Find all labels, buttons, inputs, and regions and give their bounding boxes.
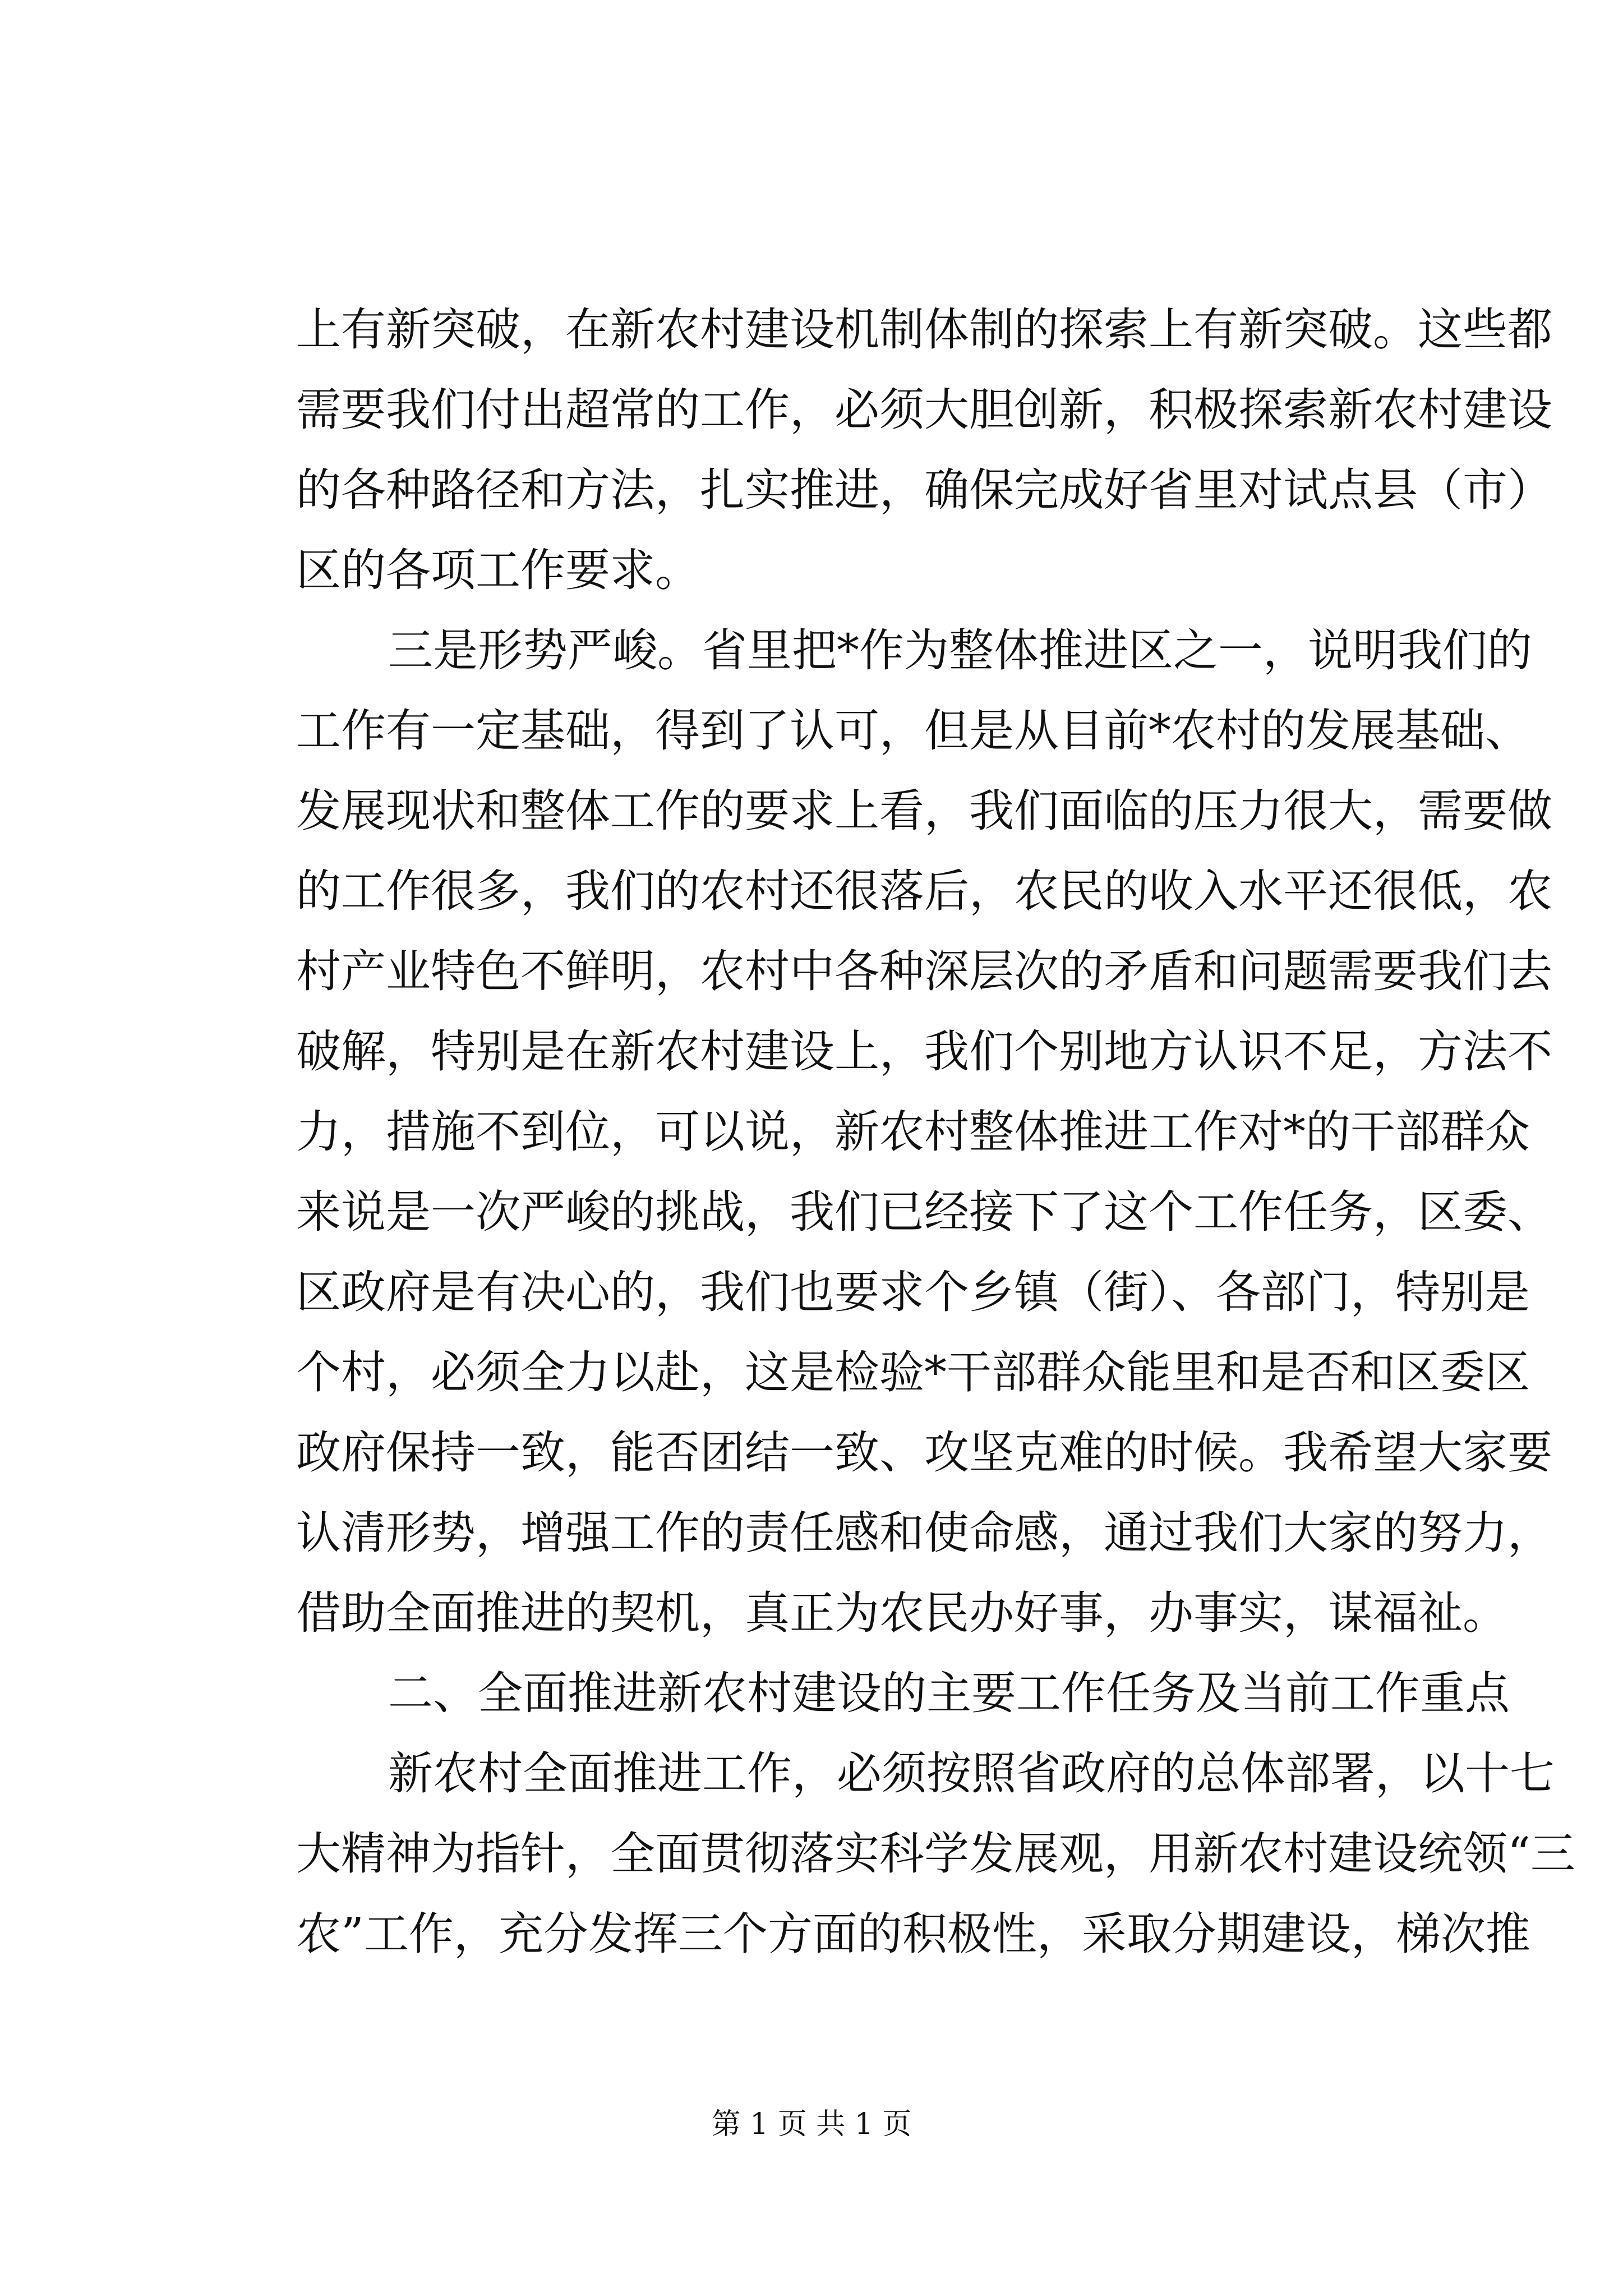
text-line: 力，措施不到位，可以说，新农村整体推进工作对*的干部群众 <box>296 1106 1530 1158</box>
text-line: 借助全面推进的契机，真正为农民办好事，办事实，谋福祉。 <box>296 1587 1507 1639</box>
text-line: 村产业特色不鲜明，农村中各种深层次的矛盾和问题需要我们去 <box>296 945 1552 997</box>
text-line: 的工作很多，我们的农村还很落后，农民的收入水平还很低，农 <box>296 865 1552 917</box>
text-line: 个村，必须全力以赴，这是检验*干部群众能里和是否和区委区 <box>296 1346 1530 1398</box>
text-line: 工作有一定基础，得到了认可，但是从目前*农村的发展基础、 <box>296 705 1530 757</box>
text-line: 需要我们付出超常的工作，必须大胆创新，积极探索新农村建设 <box>296 384 1552 436</box>
text-line: 破解，特别是在新农村建设上，我们个别地方认识不足，方法不 <box>296 1025 1552 1078</box>
text-line: 大精神为指针，全面贯彻落实科学发展观，用新农村建设统领“三 <box>296 1828 1575 1880</box>
text-line: 农”工作，充分发挥三个方面的积极性，采取分期建设，梯次推 <box>296 1908 1530 1960</box>
page-footer: 第 1 页 共 1 页 <box>711 2108 912 2141</box>
text-line: 发展现状和整体工作的要求上看，我们面临的压力很大，需要做 <box>296 785 1552 837</box>
text-line: 区政府是有决心的，我们也要求个乡镇（街）、各部门，特别是 <box>296 1266 1530 1318</box>
text-line: 二、全面推进新农村建设的主要工作任务及当前工作重点 <box>388 1667 1510 1719</box>
text-line: 上有新突破，在新农村建设机制体制的探索上有新突破。这些都 <box>296 303 1552 356</box>
text-line: 三是形势严峻。省里把*作为整体推进区之一，说明我们的 <box>388 624 1532 677</box>
text-line: 政府保持一致，能否团结一致、攻坚克难的时候。我希望大家要 <box>296 1427 1552 1479</box>
text-line: 来说是一次严峻的挑战，我们已经接下了这个工作任务，区委、 <box>296 1186 1552 1238</box>
text-line: 认清形势，增强工作的责任感和使命感，通过我们大家的努力， <box>296 1507 1552 1559</box>
text-line: 的各种路径和方法，扎实推进，确保完成好省里对试点县（市） <box>296 464 1552 516</box>
document-body <box>296 289 1575 1974</box>
text-line: 新农村全面推进工作，必须按照省政府的总体部署，以十七 <box>388 1747 1555 1800</box>
text-line: 区的各项工作要求。 <box>296 544 700 596</box>
